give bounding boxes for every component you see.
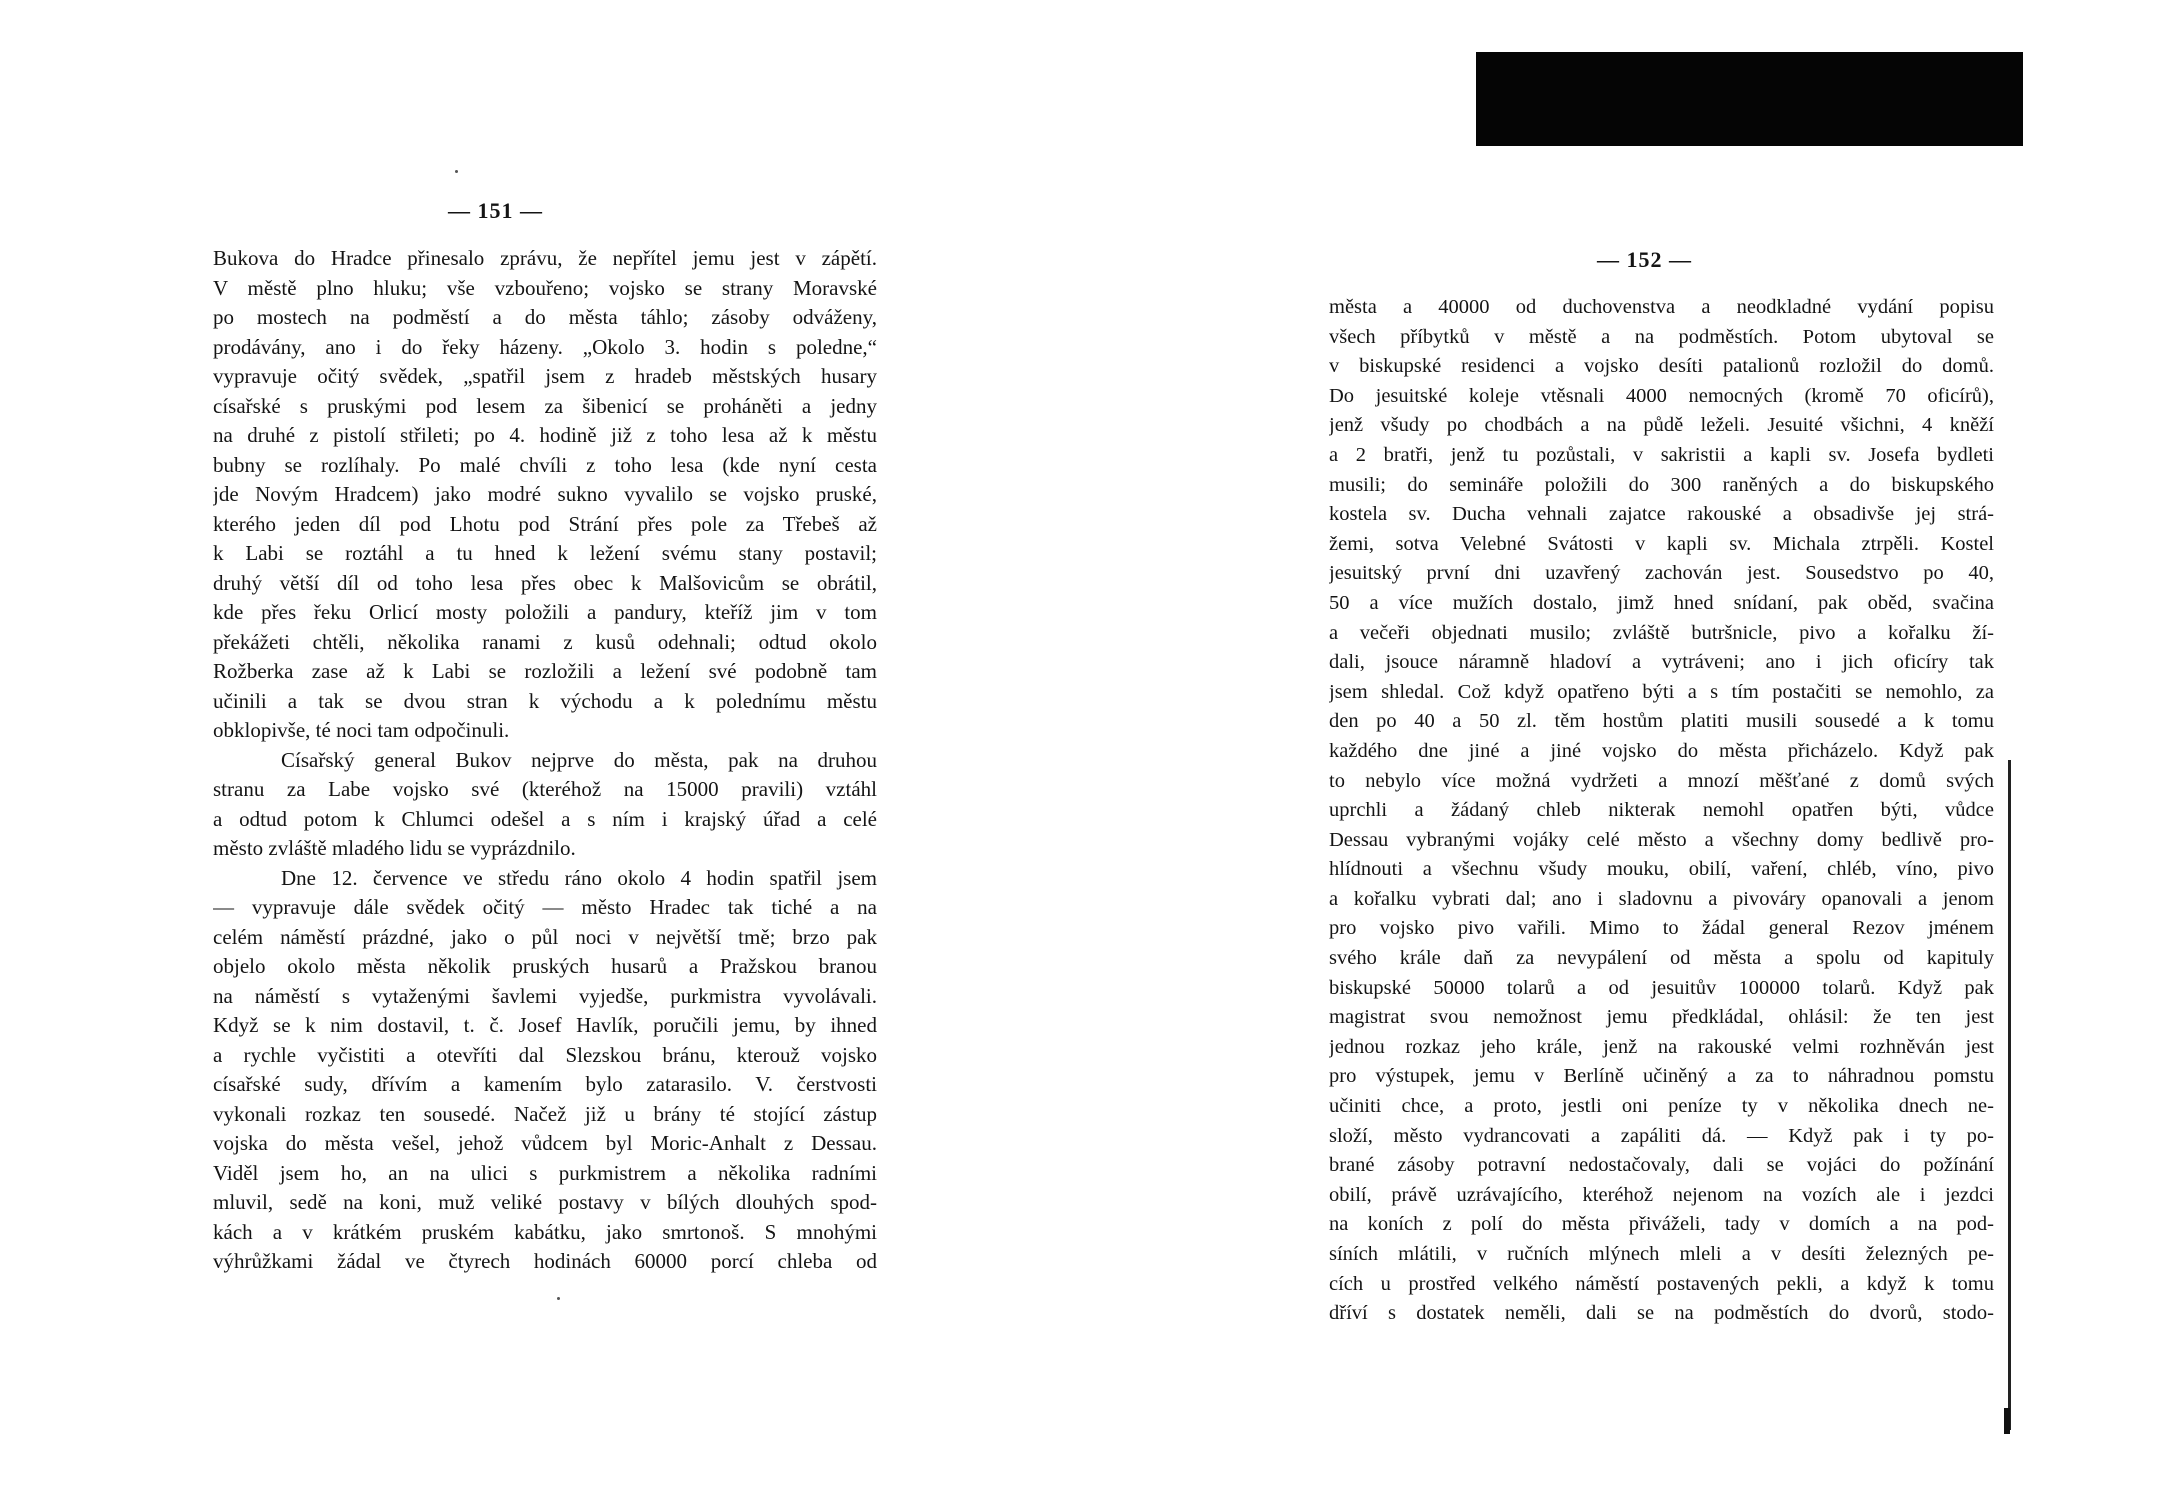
- text-line: den po 40 a 50 zl. těm hostům platiti musili sousedé a k tomu: [1329, 710, 1994, 733]
- text-line: kde přes řeku Orlicí mosty položili a pandury, kteříž jim v tom: [213, 600, 877, 624]
- text-line: po mostech na podměstí a do města táhlo; zásoby odváženy,: [213, 305, 877, 329]
- text-line: učiniti chce, a proto, jestli oni peníze ty v několika dnech ne-: [1329, 1095, 1994, 1118]
- text-line: síních mlátili, v ručních mlýnech mleli a v desíti železných pe-: [1329, 1243, 1994, 1265]
- text-line: uprchli a žádaný chleb nikterak nemohl opatřen býti, vůdce: [1329, 799, 1994, 822]
- scan-dust-dot: [557, 1297, 560, 1300]
- text-line: druhý větší díl od toho lesa přes obec k Malšovicům se obrátil,: [213, 570, 877, 595]
- scan-edge-line: [2008, 760, 2011, 1430]
- text-line: města a 40000 od duchovenstva a neodkladné vydání popisu: [1329, 296, 1994, 318]
- text-line: brané zásoby potravní nedostačovaly, dali se vojáci do požínání: [1329, 1154, 1994, 1177]
- text-line: jsem shledal. Což když opatřeno býti a s tím postačiti se nemohlo, za: [1329, 680, 1994, 703]
- text-line: prodávány, ano i do řeky házeny. „Okolo 3. hodin s poledne,“: [213, 334, 877, 359]
- text-line: složí, město vydrancovati a zapáliti dá. — Když pak i ty po-: [1329, 1124, 1994, 1147]
- text-line: císařské s pruskými pod lesem za šibenicí se proháněti a jedny: [213, 393, 877, 418]
- text-line: všech příbytků v městě a na podměstích. Potom ubytoval se: [1329, 325, 1994, 348]
- text-line: na druhé z pistolí střileti; po 4. hodině již z toho lesa až k městu: [213, 423, 877, 447]
- text-line: pro výstupek, jemu v Berlíně učiněný a za to náhradnou pomstu: [1329, 1065, 1994, 1088]
- page-number-152: — 152 —: [1597, 247, 1692, 272]
- text-line: jde Novým Hradcem) jako modré sukno vyvalilo se vojsko pruské,: [213, 482, 877, 506]
- text-line: obilí, právě uzrávajícího, kteréhož nejenom na vozích ale i jezdci: [1329, 1183, 1994, 1206]
- text-line: vykonali rozkaz ten sousedé. Načež již u brány té stojící zástup: [213, 1101, 877, 1126]
- text-line: a večeři objednati musilo; zvláště butršnicle, pivo a kořalku ží-: [1329, 621, 1994, 644]
- text-line: a odtud potom k Chlumci odešel a s ním i krajský úřad a celé: [213, 806, 877, 831]
- right-page-text: [1329, 293, 1994, 1329]
- right-page: [1083, 0, 2166, 1500]
- text-line: dali, jsouce náramně hladoví a vytráveni; ano i jich oficíry tak: [1329, 651, 1994, 674]
- text-line: Do jesuitské koleje vtěsnali 4000 nemocných (kromě 70 oficírů),: [1329, 384, 1994, 407]
- page-number-151: — 151 —: [448, 198, 543, 223]
- text-line: žemi, sotva Velebné Svátosti v kapli sv. Michala ztrpěli. Kostel: [1329, 532, 1994, 555]
- text-line: k Labi se roztáhl a tu hned k ležení svému stany postavil;: [213, 541, 877, 565]
- text-line: to nebylo více možná vydržeti a mnozí měšťané z domů svých: [1329, 769, 1994, 792]
- text-line: V městě plno hluku; vše vzbouřeno; vojsko se strany Moravské: [213, 275, 877, 300]
- text-line: kterého jeden díl pod Lhotu pod Strání přes pole za Třebeš až: [213, 511, 877, 536]
- text-line: učinili a tak se dvou stran k východu a k polednímu městu: [213, 688, 877, 713]
- text-line: Když se k nim dostavil, t. č. Josef Havlík, poručili jemu, by ihned: [213, 1013, 877, 1037]
- text-line: překážeti chtěli, několika ranami z kusů odehnali; odtud okolo: [213, 629, 877, 654]
- text-line: jednou rozkaz jeho krále, jenž na rakouské velmi rozhněván jest: [1329, 1035, 1994, 1058]
- text-line: na náměstí s vytaženými šavlemi vyjedše, purkmistra vyvolávali.: [213, 983, 877, 1008]
- text-line: cích u prostřed velkého náměstí postavených pekli, a když k tomu: [1329, 1272, 1994, 1295]
- text-line: jenž všudy po chodbách a na půdě leželi. Jesuité všichni, 4 kněží: [1329, 414, 1994, 437]
- text-line: celém náměstí prázdné, jako o půl noci v největší tmě; brzo pak: [213, 924, 877, 949]
- scan-dust-dot: [455, 170, 458, 173]
- text-line: v biskupské residenci a vojsko desíti patalionů rozložil do domů.: [1329, 355, 1994, 378]
- scan-black-bar: [1476, 52, 2023, 146]
- text-line: a rychle vyčistiti a otevříti dal Slezskou bránu, kterouž vojsko: [213, 1042, 877, 1067]
- text-line: dříví s dostatek neměli, dali se na podměstích do dvorů, stodo-: [1329, 1302, 1994, 1325]
- text-line: — vypravuje dále svědek očitý — město Hradec tak tiché a na: [213, 895, 877, 919]
- text-line: císařské sudy, dřívím a kamením bylo zatarasilo. V. čerstvosti: [213, 1072, 877, 1096]
- text-line: Císařský general Bukov nejprve do města, pak na druhou: [281, 747, 877, 772]
- text-line: na koních z polí do města přiváželi, tady v domích a na pod-: [1329, 1213, 1994, 1236]
- text-line: objelo okolo města několik pruských husarů a Pražskou branou: [213, 954, 877, 978]
- text-line: obklopivše, té noci tam odpočinuli.: [213, 718, 510, 742]
- scan-edge-mark: [2004, 1408, 2010, 1434]
- text-line: musili; do semináře položili do 300 raněných a do biskupského: [1329, 473, 1994, 496]
- text-line: jesuitský první dni uzavřený zachován jest. Sousedstvo po 40,: [1329, 562, 1994, 585]
- text-line: stranu za Labe vojsko své (kteréhož na 15000 pravili) vztáhl: [213, 777, 877, 801]
- text-line: a 2 bratři, jenž tu pozůstali, v sakristii a kapli sv. Josefa bydleti: [1329, 443, 1994, 466]
- text-line: Rožberka zase až k Labi se rozložili a ležení své podobně tam: [213, 659, 877, 683]
- text-line: Dne 12. července ve středu ráno okolo 4 hodin spatřil jsem: [281, 865, 877, 890]
- text-line: a kořalku vybrati dal; ano i sladovnu a pivováry opanovali a jenom: [1329, 887, 1994, 910]
- text-line: biskupské 50000 tolarů a od jesuitův 100000 tolarů. Když pak: [1329, 976, 1994, 999]
- text-line: magistrat svou nemožnost jemu předkládal, ohlásil: že ten jest: [1329, 1006, 1994, 1029]
- text-line: Viděl jsem ho, an na ulici s purkmistrem a několika radními: [213, 1160, 877, 1185]
- text-line: svého krále daň za nevypálení od města a spolu od kapituly: [1329, 947, 1994, 970]
- text-line: kostela sv. Ducha vehnali zajatce rakouské a obsadivše jej strá-: [1329, 503, 1994, 526]
- left-page-text: [213, 244, 877, 1277]
- text-line: Bukova do Hradce přinesalo zprávu, že nepřítel jemu jest v zápětí.: [213, 246, 877, 270]
- text-line: výhrůžkami žádal ve čtyrech hodinách 60000 porcí chleba od: [213, 1249, 877, 1273]
- text-line: město zvláště mladého lidu se vyprázdnilo.: [213, 836, 576, 860]
- text-line: 50 a více mužích dostalo, jimž hned snídaní, pak oběd, svačina: [1329, 591, 1994, 614]
- text-line: kách a v krátkém pruském kabátku, jako smrtonoš. S mnohými: [213, 1219, 877, 1244]
- text-line: bubny se rozlíhaly. Po malé chvíli z toho lesa (kde nyní cesta: [213, 452, 877, 477]
- text-line: mluvil, sedě na koni, muž veliké postavy v bílých dlouhých spod-: [213, 1190, 877, 1214]
- text-line: každého dne jiné a jiné vojsko do města přicházelo. Když pak: [1329, 739, 1994, 762]
- text-line: vojska do města vešel, jehož vůdcem byl Moric-Anhalt z Dessau.: [213, 1131, 877, 1155]
- text-line: pro vojsko pivo vařili. Mimo to žádal general Rezov jménem: [1329, 917, 1994, 940]
- text-line: vypravuje očitý svědek, „spatřil jsem z hradeb městských husary: [213, 364, 877, 388]
- text-line: Dessau vybranými vojáky celé město a všechny domy bedlivě pro-: [1329, 828, 1994, 851]
- text-line: hlídnouti a všechnu všudy mouku, obilí, vaření, chléb, víno, pivo: [1329, 858, 1994, 881]
